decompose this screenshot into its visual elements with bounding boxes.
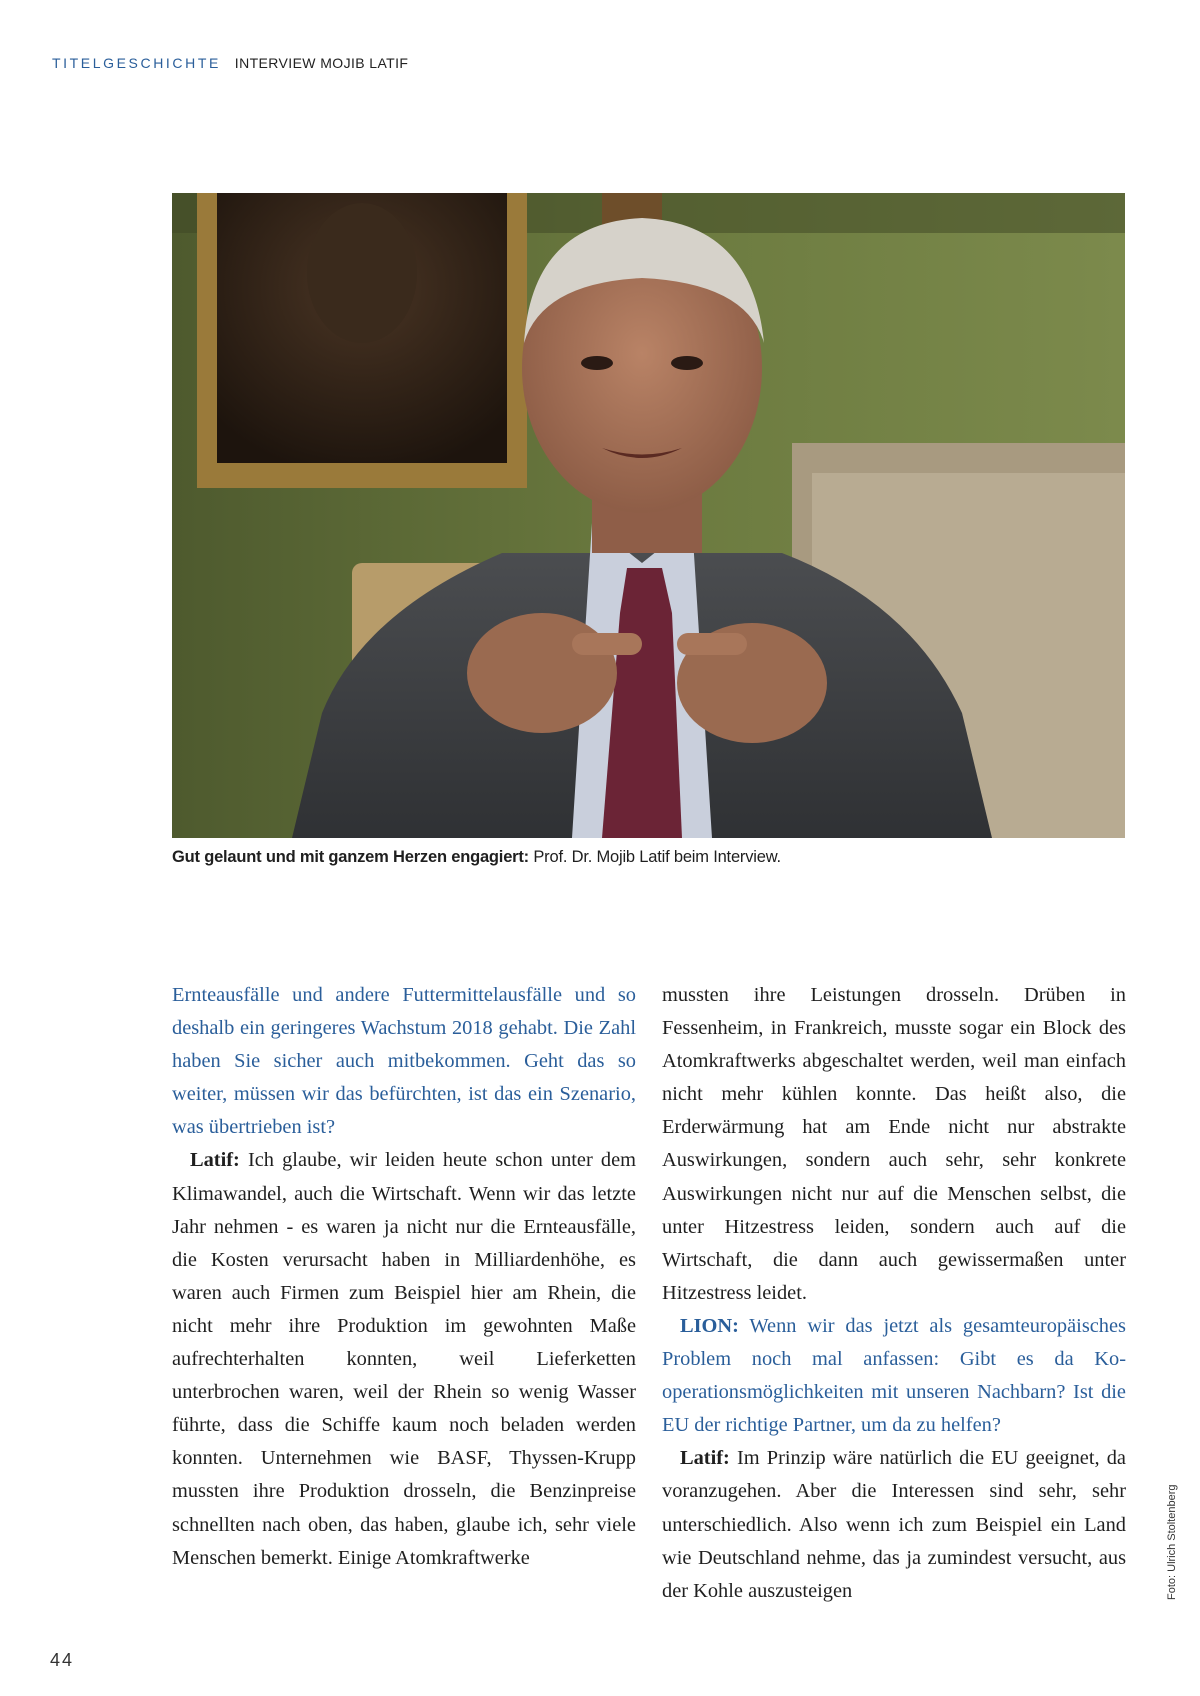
text-column-left: [172, 979, 636, 1575]
caption-lead: Gut gelaunt und mit ganzem Herzen engagiert:: [172, 848, 529, 866]
speaker-label: Latif:: [680, 1447, 730, 1470]
speaker-label: Latif:: [190, 1149, 240, 1172]
answer-text: Im Prinzip wäre natürlich die EU geeignet, da voranzugehen. Aber die Interessen sind sehr, sehr unterschiedlich. Also wenn ich zum Beispiel ein Land wie Deutschland nehme, das ja zumindest versucht, aus der Kohle auszusteigen: [662, 1447, 1126, 1602]
photo-caption: [172, 848, 781, 867]
interview-photo: [172, 193, 1125, 838]
photo-credit: Foto: Ulrich Stoltenberg: [1166, 1484, 1178, 1600]
question-text: Wenn wir das jetzt als gesamteuropäisches Problem noch mal anfassen: Gibt es da Kooperationsmöglichkeiten mit unseren Nachbarn? Ist die EU der richtige Partner, um da zu helfen?: [662, 1314, 1126, 1437]
section-label: TITELGESCHICHTE: [52, 55, 221, 71]
question-paragraph: Ernteausfälle und andere Futtermittelausfälle und so deshalb ein geringeres Wachstum 2018 gehabt. Die Zahl haben Sie sicher auch mitbekommen. Geht das so weiter, müssen wir das befürchten, ist das ein Szenario, was übertrieben ist?: [172, 984, 636, 1139]
answer-continuation: mussten ihre Leistungen drosseln. Drüben in Fessenheim, in Frankreich, musste sogar ein Block des Atomkraftwerks abgeschaltet werden, weil man einfach nicht mehr kühlen konnte. Das heißt also, die Erderwärmung hat am Ende nicht nur abstrakte Auswirkungen, sondern auch sehr, sehr konkrete Auswirkungen nicht nur auf die Menschen selbst, die unter Hitzestress leiden, sondern auch auf die Wirtschaft, die dann auch gewissermaßen unter Hitzestress leidet.: [662, 984, 1126, 1304]
answer-paragraph: [662, 1442, 1126, 1607]
answer-paragraph: [172, 1144, 636, 1574]
portrait-illustration: [172, 193, 1125, 838]
question-paragraph: [662, 1310, 1126, 1442]
article-label: INTERVIEW MOJIB LATIF: [234, 55, 409, 71]
page-number: 44: [50, 1650, 75, 1670]
text-column-right: [662, 979, 1126, 1608]
caption-text: Prof. Dr. Mojib Latif beim Interview.: [528, 848, 781, 866]
speaker-label: LION:: [680, 1314, 739, 1337]
running-header: [52, 55, 408, 71]
answer-text: Ich glaube, wir leiden heute schon unter dem Klimawandel, auch die Wirtschaft. Wenn wir das letzte Jahr nehmen - es waren ja nicht nur die Ernteausfälle, die Kosten verursacht haben in Milliardenhöhe, es waren auch Firmen zum Beispiel hier am Rhein, die nicht mehr ihre Produktion im gewohnten Maße aufrechterhalten konnten, weil Lieferketten unterbrochen waren, weil der Rhein so wenig Wasser führte, dass die Schiffe kaum noch beladen werden konnten. Unternehmen wie BASF, Thyssen-Krupp mussten ihre Produktion drosseln, die Benzinpreise schnellten nach oben, das haben, glaube ich, sehr viele Menschen bemerkt. Einige Atomkraftwerke: [172, 1149, 636, 1569]
